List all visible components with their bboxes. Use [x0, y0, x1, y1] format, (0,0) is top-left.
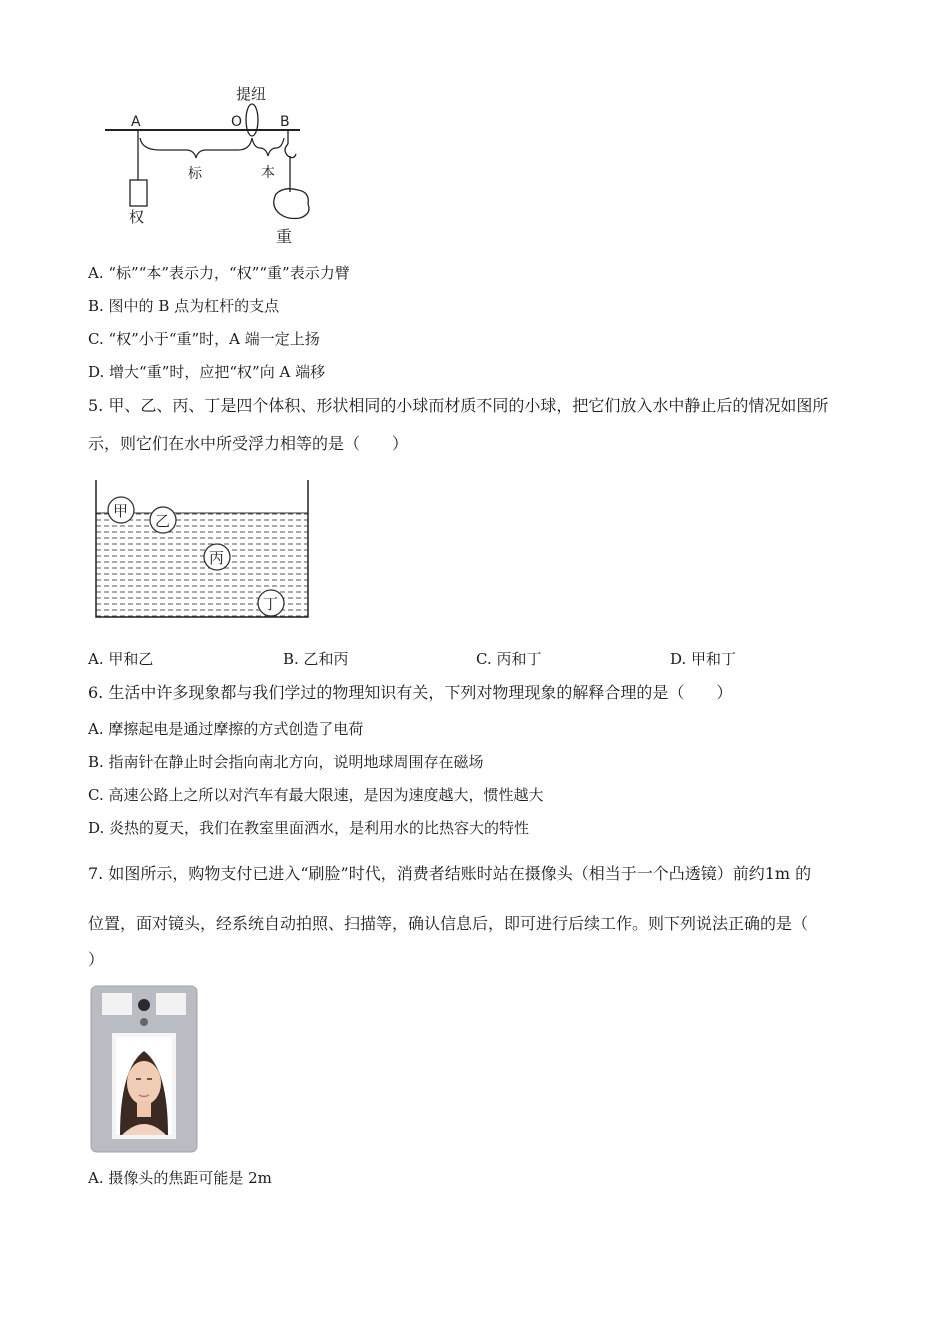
- q7-stem-line3: ）: [88, 950, 105, 969]
- label-B: B: [280, 114, 290, 130]
- label-O: O: [231, 114, 243, 130]
- heavy-object: [274, 189, 309, 219]
- q6-option-a: A. 摩擦起电是通过摩擦的方式创造了电荷: [88, 720, 364, 738]
- label-ben: 本: [261, 165, 275, 181]
- q7-stem-line1: 7. 如图所示，购物支付已进入“刷脸”时代，消费者结账时站在摄像头（相当于一个凸透镜）前约1m 的: [88, 864, 812, 883]
- lever-diagram: [100, 80, 340, 250]
- q7-stem-line2: 位置，面对镜头，经系统自动拍照、扫描等，确认信息后，即可进行后续工作。则下列说法正确的是（: [88, 914, 809, 933]
- face-photo: [116, 1037, 172, 1135]
- weight-block: [130, 180, 147, 206]
- q5-stem-line2: 示，则它们在水中所受浮力相等的是（ ）: [88, 434, 409, 453]
- svg-text:丙: 丙: [209, 549, 225, 567]
- ball-jia: [108, 497, 134, 523]
- lifting-loop: [246, 104, 258, 136]
- q6-option-b: B. 指南针在静止时会指向南北方向，说明地球周围存在磁场: [88, 753, 484, 771]
- svg-text:丁: 丁: [263, 595, 279, 613]
- q4-option-d: D. 增大“重”时，应把“权”向 A 端移: [88, 363, 326, 381]
- label-zhong: 重: [276, 227, 293, 246]
- label-biao: 标: [188, 166, 202, 182]
- q5-option-d: D. 甲和丁: [670, 650, 737, 668]
- q5-stem-line1: 5. 甲、乙、丙、丁是四个体积、形状相同的小球而材质不同的小球，把它们放入水中静止后的情况如图所: [88, 396, 829, 415]
- label-tineu: 提纽: [236, 85, 267, 103]
- q4-option-c: C. “权”小于“重”时，A 端一定上扬: [88, 330, 320, 348]
- q5-option-c: C. 丙和丁: [476, 650, 542, 668]
- q7-option-a: A. 摄像头的焦距可能是 2m: [88, 1169, 272, 1187]
- face-pay-device: [90, 985, 200, 1155]
- q6-stem: 6. 生活中许多现象都与我们学过的物理知识有关，下列对物理现象的解释合理的是（ ）: [88, 683, 733, 702]
- ball-bing: [204, 544, 230, 570]
- q4-option-a: A. “标”“本”表示力，“权”“重”表示力臂: [88, 264, 350, 282]
- label-quan: 权: [129, 208, 145, 226]
- svg-text:甲: 甲: [113, 502, 129, 520]
- label-A: A: [131, 114, 141, 130]
- water-tank-diagram: [88, 475, 318, 625]
- camera-lens-icon: [138, 999, 150, 1011]
- ball-yi: [150, 507, 176, 533]
- q5-option-a: A. 甲和乙: [88, 650, 154, 668]
- q4-option-b: B. 图中的 B 点为杠杆的支点: [88, 297, 280, 315]
- ball-ding: [258, 590, 284, 616]
- q6-option-c: C. 高速公路上之所以对汽车有最大限速，是因为速度越大，惯性越大: [88, 786, 544, 804]
- q6-option-d: D. 炎热的夏天，我们在教室里面洒水，是利用水的比热容大的特性: [88, 819, 530, 837]
- q5-option-b: B. 乙和丙: [283, 650, 349, 668]
- svg-text:乙: 乙: [155, 512, 171, 530]
